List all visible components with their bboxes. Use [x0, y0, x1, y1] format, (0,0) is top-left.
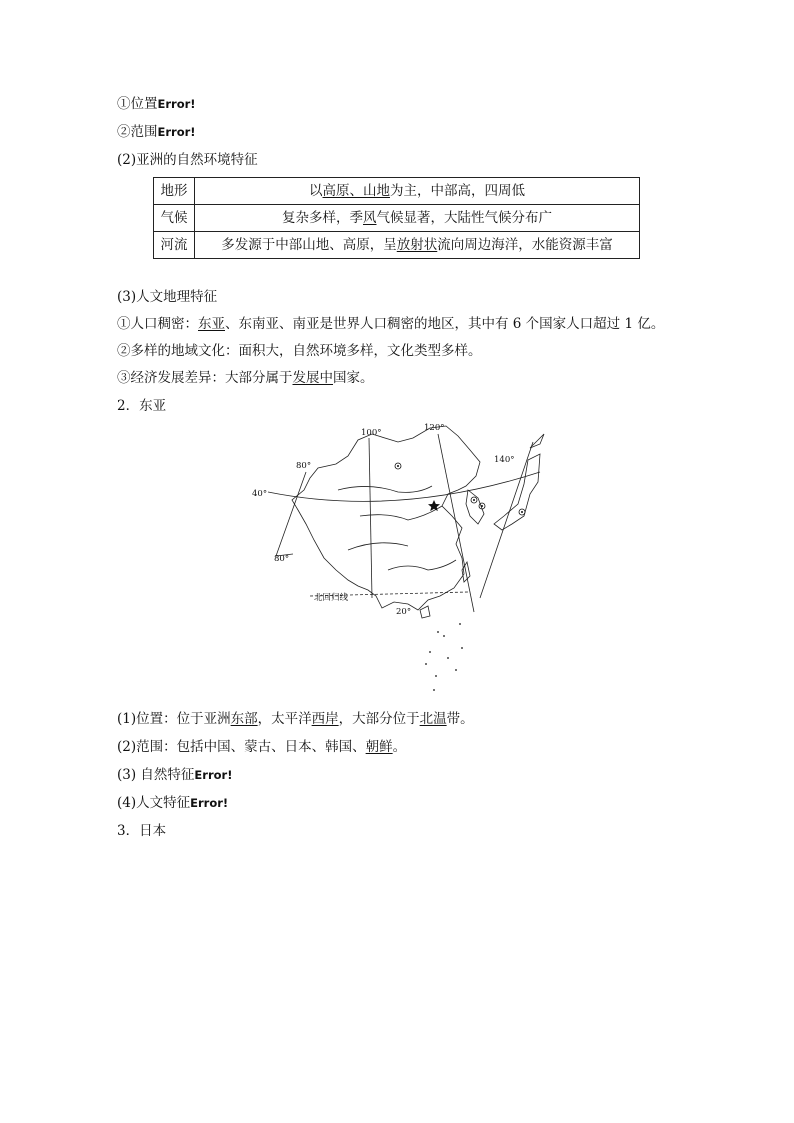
mainland-outline: [292, 426, 480, 610]
east-asia-item: (2)范围：包括中国、蒙古、日本、韩国、朝鲜。: [117, 739, 407, 755]
nature-table: [153, 177, 640, 259]
table-value: 以高原、山地为主，中部高，四周低: [195, 178, 640, 205]
table-row: [154, 205, 640, 232]
east-asia-nature-line: (3) 自然特征Error!: [117, 767, 233, 783]
position-error: Error!: [157, 97, 196, 111]
beijing-star: [428, 500, 440, 511]
human-error: Error!: [190, 796, 229, 810]
label-100: 100°: [361, 428, 382, 438]
east-asia-human-line: (4)人文特征Error!: [117, 795, 229, 811]
table-value: 多发源于中部山地、高原，呈放射状流向周边海洋，水能资源丰富: [195, 232, 640, 259]
meridian-80-top: [276, 472, 306, 556]
east-asia-map: [248, 420, 548, 700]
scope-error: Error!: [157, 125, 196, 139]
human-heading: (3)人文地理特征: [117, 289, 218, 305]
parallel-40: [268, 472, 540, 501]
label-80-bottom: 80°: [274, 554, 290, 564]
position-label: ①位置: [117, 96, 158, 112]
nature-heading: (2)亚洲的自然环境特征: [117, 152, 258, 168]
human-item: ①人口稠密：东亚、东南亚、南亚是世界人口稠密的地区，其中有 6 个国家人口超过 1 亿。: [117, 316, 665, 332]
meridian-140: [480, 442, 533, 598]
human-item: ②多样的地域文化：面积大，自然环境多样，文化类型多样。: [117, 343, 482, 359]
hainan-outline: [420, 606, 430, 618]
label-140: 140°: [494, 455, 515, 465]
label-tropic: 北回归线: [314, 593, 349, 603]
table-key: 河流: [154, 232, 195, 259]
human-item: ③经济发展差异：大部分属于发展中国家。: [117, 370, 374, 386]
label-40: 40°: [252, 489, 268, 499]
east-asia-heading: 2．东亚: [117, 398, 167, 414]
label-80-top: 80°: [296, 461, 312, 471]
meridian-100: [369, 438, 372, 598]
table-key: 地形: [154, 178, 195, 205]
east-asia-item: (1)位置：位于亚洲东部，太平洋西岸，大部分位于北温带。: [117, 711, 474, 727]
table-value: 复杂多样，季风气候显著，大陆性气候分布广: [195, 205, 640, 232]
label-120: 120°: [424, 423, 445, 433]
table-row: [154, 232, 640, 259]
korea-outline: [466, 490, 484, 524]
scope-label: ②范围: [117, 124, 158, 140]
label-20: 20°: [396, 607, 412, 617]
nature-error: Error!: [194, 768, 233, 782]
position-line: [117, 95, 196, 113]
table-key: 气候: [154, 205, 195, 232]
scope-line: [117, 123, 196, 141]
japan-heading: 3．日本: [117, 823, 167, 839]
table-row: [154, 178, 640, 205]
japan-outline: [494, 454, 540, 530]
